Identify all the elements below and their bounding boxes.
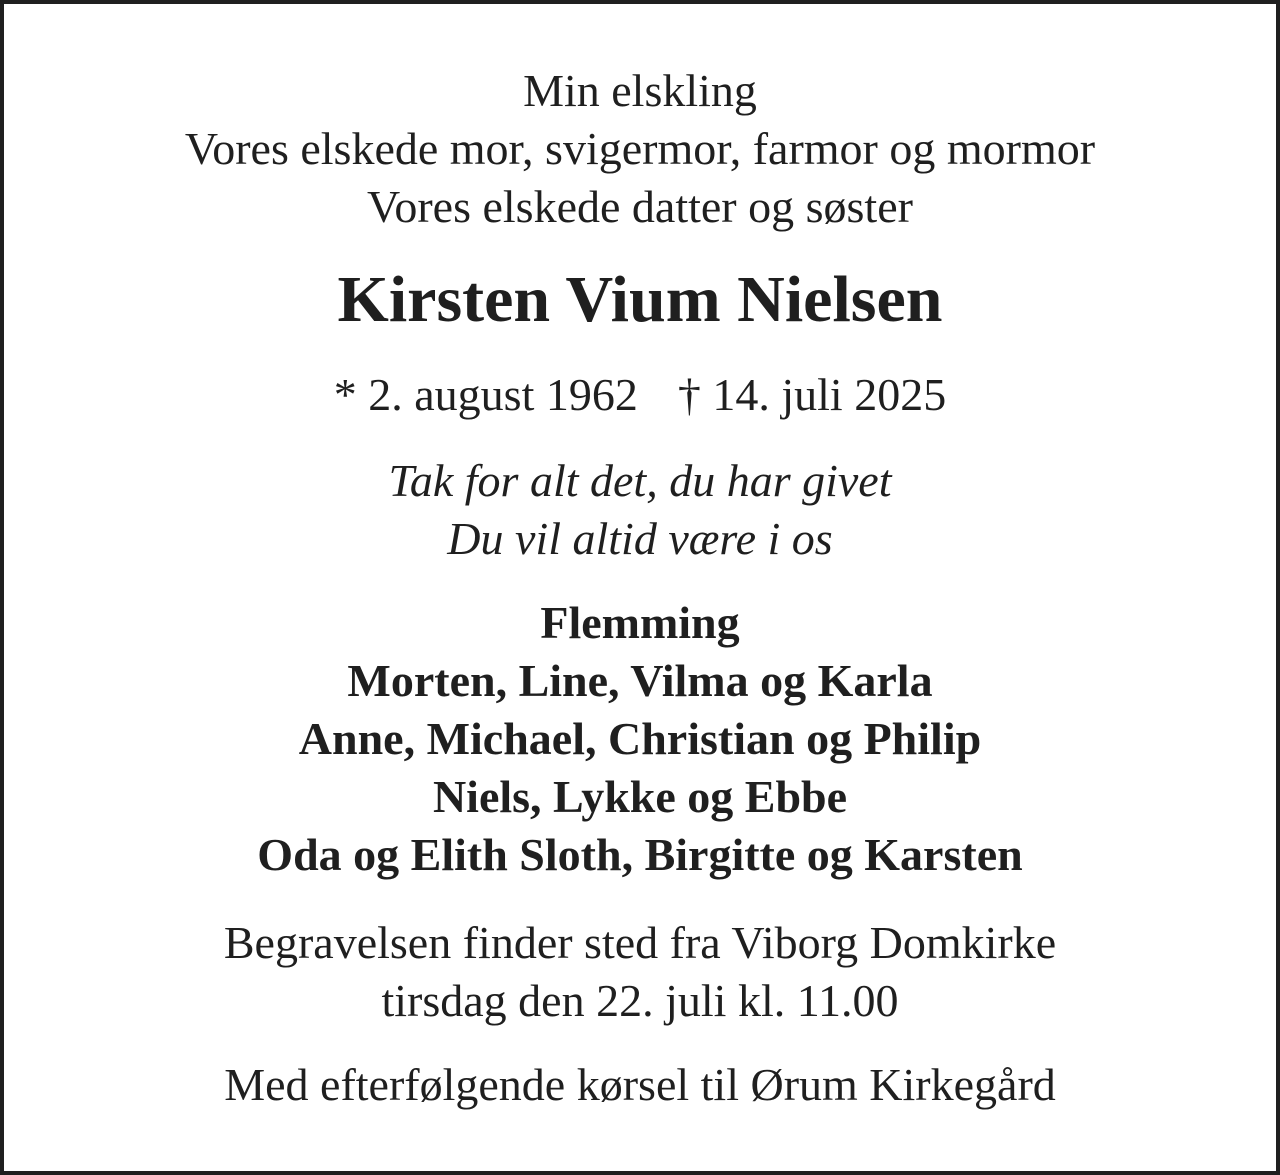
funeral-line-1: Begravelsen finder sted fra Viborg Domkirke — [223, 917, 1057, 968]
family-line-5: Oda og Elith Sloth, Birgitte og Karsten — [257, 829, 1023, 880]
quote-line-2: Du vil altid være i os — [447, 513, 833, 564]
quote-line-1: Tak for alt det, du har givet — [388, 455, 892, 506]
intro-line-1: Min elskling — [523, 65, 757, 116]
burial-line: Med efterfølgende kørsel til Ørum Kirkegård — [224, 1059, 1056, 1110]
intro-line-3: Vores elskede datter og søster — [367, 181, 913, 232]
funeral-line-2: tirsdag den 22. juli kl. 11.00 — [381, 975, 899, 1026]
life-dates — [4, 368, 1276, 421]
birth-date: * 2. august 1962 — [333, 369, 638, 420]
family-line-3: Anne, Michael, Christian og Philip — [298, 713, 982, 764]
deceased-name: Kirsten Vium Nielsen — [337, 263, 943, 336]
death-date: † 14. juli 2025 — [677, 369, 947, 420]
family-line-2: Morten, Line, Vilma og Karla — [347, 655, 933, 706]
family-line-1: Flemming — [540, 597, 740, 648]
family-line-4: Niels, Lykke og Ebbe — [432, 771, 848, 822]
intro-line-2: Vores elskede mor, svigermor, farmor og mormor — [184, 123, 1096, 174]
